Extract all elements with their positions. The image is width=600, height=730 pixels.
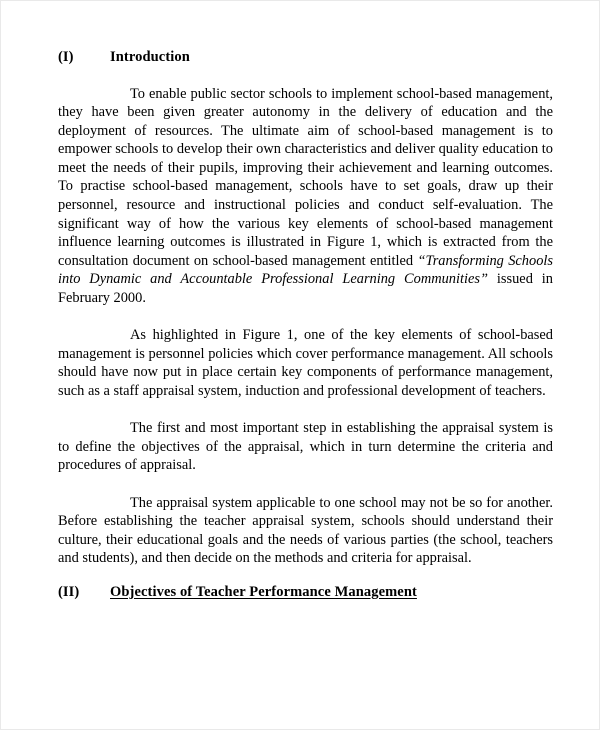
section-heading-objectives [58, 583, 553, 602]
heading-spacer [58, 568, 553, 583]
publication-title-italic: “Transforming Schools into Dynamic and Accountable Professional Learning Communities” [58, 252, 553, 288]
document-body [58, 48, 553, 601]
section-title: Objectives of Teacher Performance Management [110, 583, 417, 600]
section-title: Introduction [110, 49, 190, 65]
paragraph-appraisal-objectives: The first and most important step in establishing the appraisal system is to define the objectives of the appraisal, which in turn determine the criteria and procedures of appraisal. [58, 420, 553, 474]
paragraph-appraisal-system-context: The appraisal system applicable to one school may not be so for another. Before establishing the teacher appraisal system, schools should understand their culture, their educational goals and the needs of various parties (the school, teachers and students), and then decide on the methods and criteria for appraisal. [58, 494, 553, 567]
paragraph-text-part-1: To enable public sector schools to implement school-based management, they have been given greater autonomy in the delivery of education and the deployment of resources. The ultimate aim of school-based management is to empower schools to develop their own characteristics and deliver quality education to meet the needs of their pupils, improving their achievement and learning outcomes. To practise school-based management, schools have to set goals, draw up their personnel, resource and instructional policies and conduct self-evaluation. The significant way of how the various key elements of school-based management influence learning outcomes is illustrated in Figure 1, which is extracted from the consultation document on school-based management entitled [58, 85, 553, 269]
paragraph-personnel-policies: As highlighted in Figure 1, one of the key elements of school-based management is personnel policies which cover performance management. All schools should have now put in place certain key components of performance management, such as a staff appraisal system, induction and professional development of teachers. [58, 327, 553, 399]
section-heading-introduction [58, 48, 553, 67]
section-numeral: (I) [58, 49, 74, 65]
paragraph-text-part-2: issued in February 2000. [58, 271, 553, 307]
section-numeral: (II) [58, 583, 80, 600]
paragraph-introduction-overview [58, 85, 553, 308]
